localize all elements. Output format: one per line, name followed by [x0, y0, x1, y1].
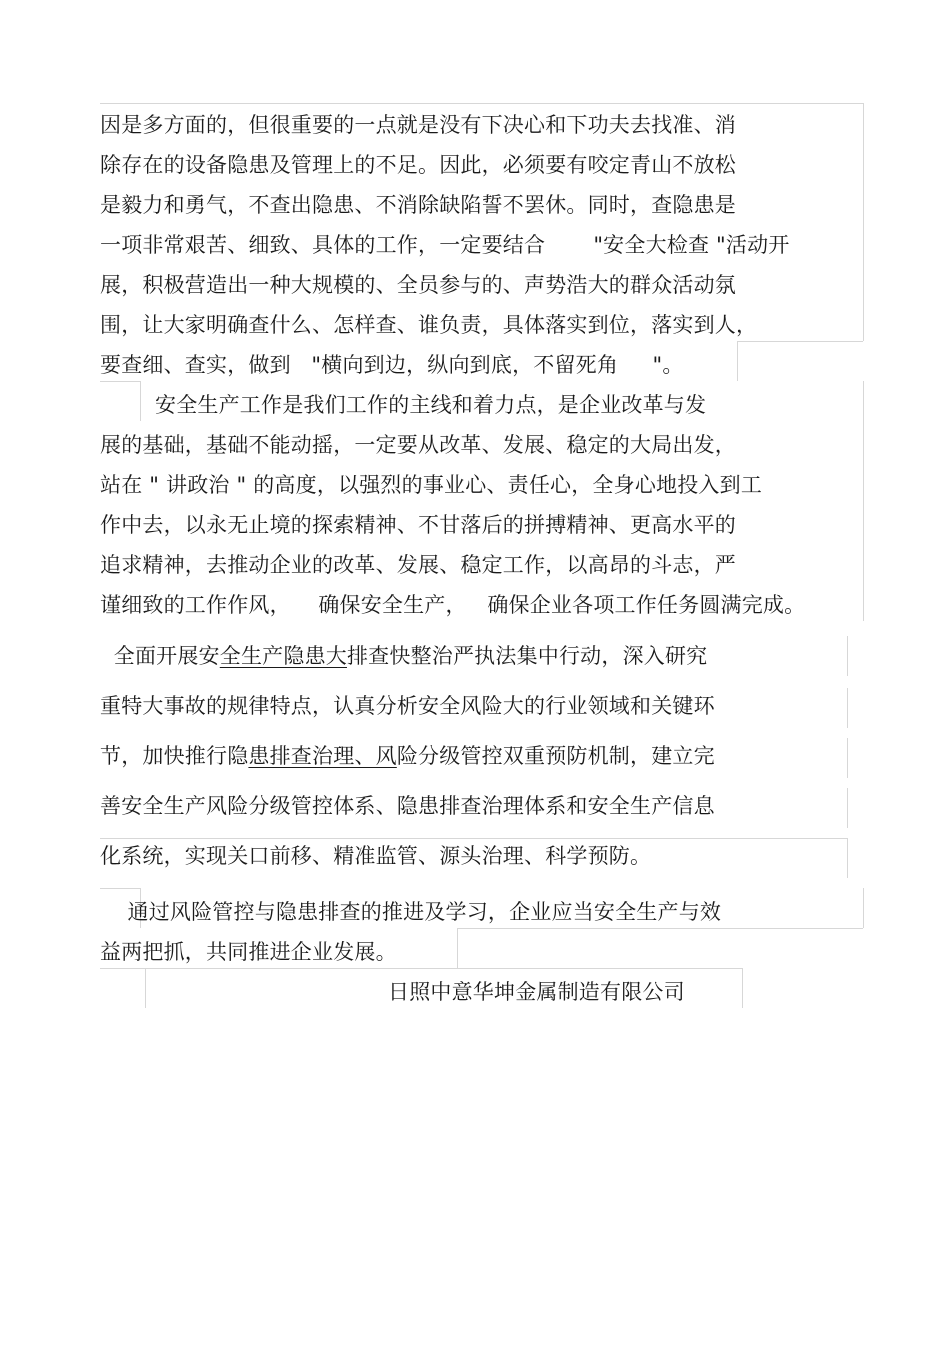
frame-line: [847, 838, 848, 878]
text-line: 重特大事故的规律特点，认真分析安全风险大的行业领域和关键环: [100, 694, 715, 718]
text-segment: 节，加快推行隐: [100, 744, 249, 768]
frame-line: [457, 928, 458, 968]
frame-line: [100, 888, 140, 889]
frame-line: [100, 838, 847, 839]
frame-line: [100, 103, 863, 104]
text-segment: 险分级管控双重预防机制，建立完: [396, 744, 715, 768]
frame-line: [863, 381, 864, 621]
text-line: 因是多方面的，但很重要的一点就是没有下决心和下功夫去找准、消: [100, 113, 736, 137]
frame-line: [742, 968, 743, 1008]
text-line: [100, 646, 707, 667]
frame-line: [145, 968, 146, 1008]
text-line: 益两把抓，共同推进企业发展。: [100, 940, 397, 964]
frame-line: [847, 636, 848, 676]
text-line: 一项非常艰苦、细致、具体的工作，一定要结合 "安全大检查 "活动开: [100, 233, 790, 257]
text-line: 展的基础，基础不能动摇，一定要从改革、发展、稳定的大局出发，: [100, 433, 736, 457]
frame-line: [737, 341, 738, 381]
frame-line: [847, 738, 848, 778]
frame-line: [145, 968, 742, 969]
frame-line: [847, 688, 848, 728]
text-line: [100, 746, 715, 767]
underlined-text: 全生产隐患大: [219, 644, 347, 668]
text-line: 作中去，以永无止境的探索精神、不甘落后的拼搏精神、更高水平的: [100, 513, 736, 537]
text-line: 善安全生产风险分级管控体系、隐患排查治理体系和安全生产信息: [100, 794, 715, 818]
text-line: 谨细致的工作作风， 确保安全生产， 确保企业各项工作任务圆满完成。: [100, 593, 806, 617]
frame-line: [847, 788, 848, 828]
frame-line: [100, 381, 140, 382]
frame-line: [100, 968, 145, 969]
frame-line: [737, 341, 863, 342]
text-line: 要查细、查实，做到 "横向到边，纵向到底，不留死角 "。: [100, 353, 684, 377]
frame-line: [863, 888, 864, 928]
company-signature: 日照中意华坤金属制造有限公司: [388, 980, 685, 1004]
text-line: 站在 " 讲政治 " 的高度，以强烈的事业心、责任心，全身心地投入到工: [100, 473, 763, 497]
text-line: 围，让大家明确查什么、怎样查、谁负责，具体落实到位，落实到人，: [100, 313, 758, 337]
text-line: 除存在的设备隐患及管理上的不足。因此，必须要有咬定青山不放松: [100, 153, 736, 177]
text-segment: 排查快整治严执法集中行动，深入研究: [346, 644, 708, 668]
text-line: 化系统，实现关口前移、精准监管、源头治理、科学预防。: [100, 844, 652, 868]
text-line: 展，积极营造出一种大规模的、全员参与的、声势浩大的群众活动氛: [100, 273, 736, 297]
text-line: 追求精神，去推动企业的改革、发展、稳定工作，以高昂的斗志，严: [100, 553, 736, 577]
text-line: 通过风险管控与隐患排查的推进及学习，企业应当安全生产与效: [100, 900, 722, 924]
text-line: 安全生产工作是我们工作的主线和着力点，是企业改革与发: [100, 393, 707, 417]
text-segment: 全面开展安: [100, 644, 220, 668]
text-line: 是毅力和勇气，不查出隐患、不消除缺陷誓不罢休。同时，查隐患是: [100, 193, 736, 217]
frame-line: [457, 928, 863, 929]
underlined-text: 患排查治理、风: [248, 744, 397, 768]
frame-line: [863, 103, 864, 341]
